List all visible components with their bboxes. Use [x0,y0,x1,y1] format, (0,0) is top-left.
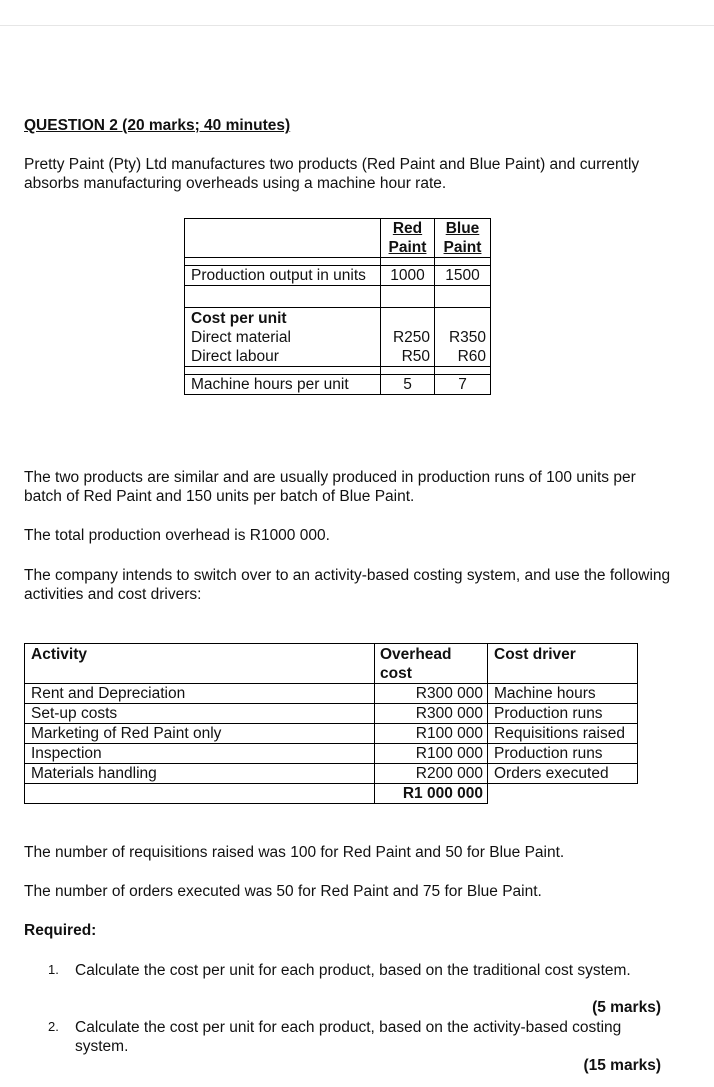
activity-cost: R300 000 [375,704,488,724]
activity-driver: Production runs [488,704,638,724]
table-row [185,266,491,286]
item-text: Calculate the cost per unit for each product, based on the activity-based costing system. [75,1019,622,1055]
activity-driver: Machine hours [488,684,638,704]
header-red-paint: Red Paint [381,219,435,258]
header-blue-paint: Blue Paint [435,219,491,258]
switch-paragraph: The company intends to switch over to an activity-based costing system, and use the following activities and cost drivers: [24,567,671,603]
table-row [25,724,638,744]
page-top-divider [0,25,714,26]
table-row [185,308,491,367]
blue-direct-material: R350 [448,329,486,346]
blue-machine-hours: 7 [435,375,491,395]
red-machine-hours: 5 [381,375,435,395]
activity-name: Rent and Depreciation [25,684,375,704]
activity-name: Set-up costs [25,704,375,724]
cost-driver-header: Cost driver [488,644,638,684]
item-number: 1. [48,962,59,977]
direct-labour-label: Direct labour [191,348,279,365]
total-row [25,784,638,804]
required-heading: Required: [24,922,97,939]
activity-header: Activity [25,644,375,684]
total-overhead-cost: R1 000 000 [375,784,488,804]
activity-cost: R300 000 [375,684,488,704]
blue-production-output: 1500 [435,266,491,286]
table-row [25,744,638,764]
table-row [185,375,491,395]
table-row [25,684,638,704]
item-marks: (15 marks) [583,1057,661,1074]
cost-per-unit-label: Cost per unit [191,310,287,327]
direct-material-label: Direct material [191,329,291,346]
activity-driver: Production runs [488,744,638,764]
intro-paragraph: Pretty Paint (Pty) Ltd manufactures two products (Red Paint and Blue Paint) and currently absorbs manufacturing overheads using a machine hour rate. [24,156,640,192]
overhead-cost-header: Overhead cost [375,644,488,684]
item-marks: (5 marks) [592,999,661,1016]
activity-driver: Requisitions raised [488,724,638,744]
product-cost-table [184,218,491,395]
activity-cost: R200 000 [375,764,488,784]
batches-paragraph: The two products are similar and are usually produced in production runs of 100 units per batch of Red Paint and 150 units per batch of Blue Paint. [24,469,636,505]
question-title: QUESTION 2 (20 marks; 40 minutes) [24,117,291,134]
production-output-label: Production output in units [185,266,381,286]
activity-name: Inspection [25,744,375,764]
table-row [25,764,638,784]
machine-hours-label: Machine hours per unit [185,375,381,395]
activity-name: Materials handling [25,764,375,784]
red-direct-material: R250 [392,329,430,346]
blue-direct-labour: R60 [457,348,486,365]
activity-name: Marketing of Red Paint only [25,724,375,744]
table-row [25,704,638,724]
orders-paragraph: The number of orders executed was 50 for Red Paint and 75 for Blue Paint. [24,883,542,900]
activity-cost: R100 000 [375,724,488,744]
activity-cost: R100 000 [375,744,488,764]
red-direct-labour: R50 [401,348,430,365]
total-overhead-paragraph: The total production overhead is R1000 000. [24,527,330,544]
requisitions-paragraph: The number of requisitions raised was 100 for Red Paint and 50 for Blue Paint. [24,844,565,861]
red-production-output: 1000 [381,266,435,286]
item-text: Calculate the cost per unit for each product, based on the traditional cost system. [75,962,631,979]
activity-driver: Orders executed [488,764,638,784]
item-number: 2. [48,1019,59,1034]
activity-table [24,643,638,804]
